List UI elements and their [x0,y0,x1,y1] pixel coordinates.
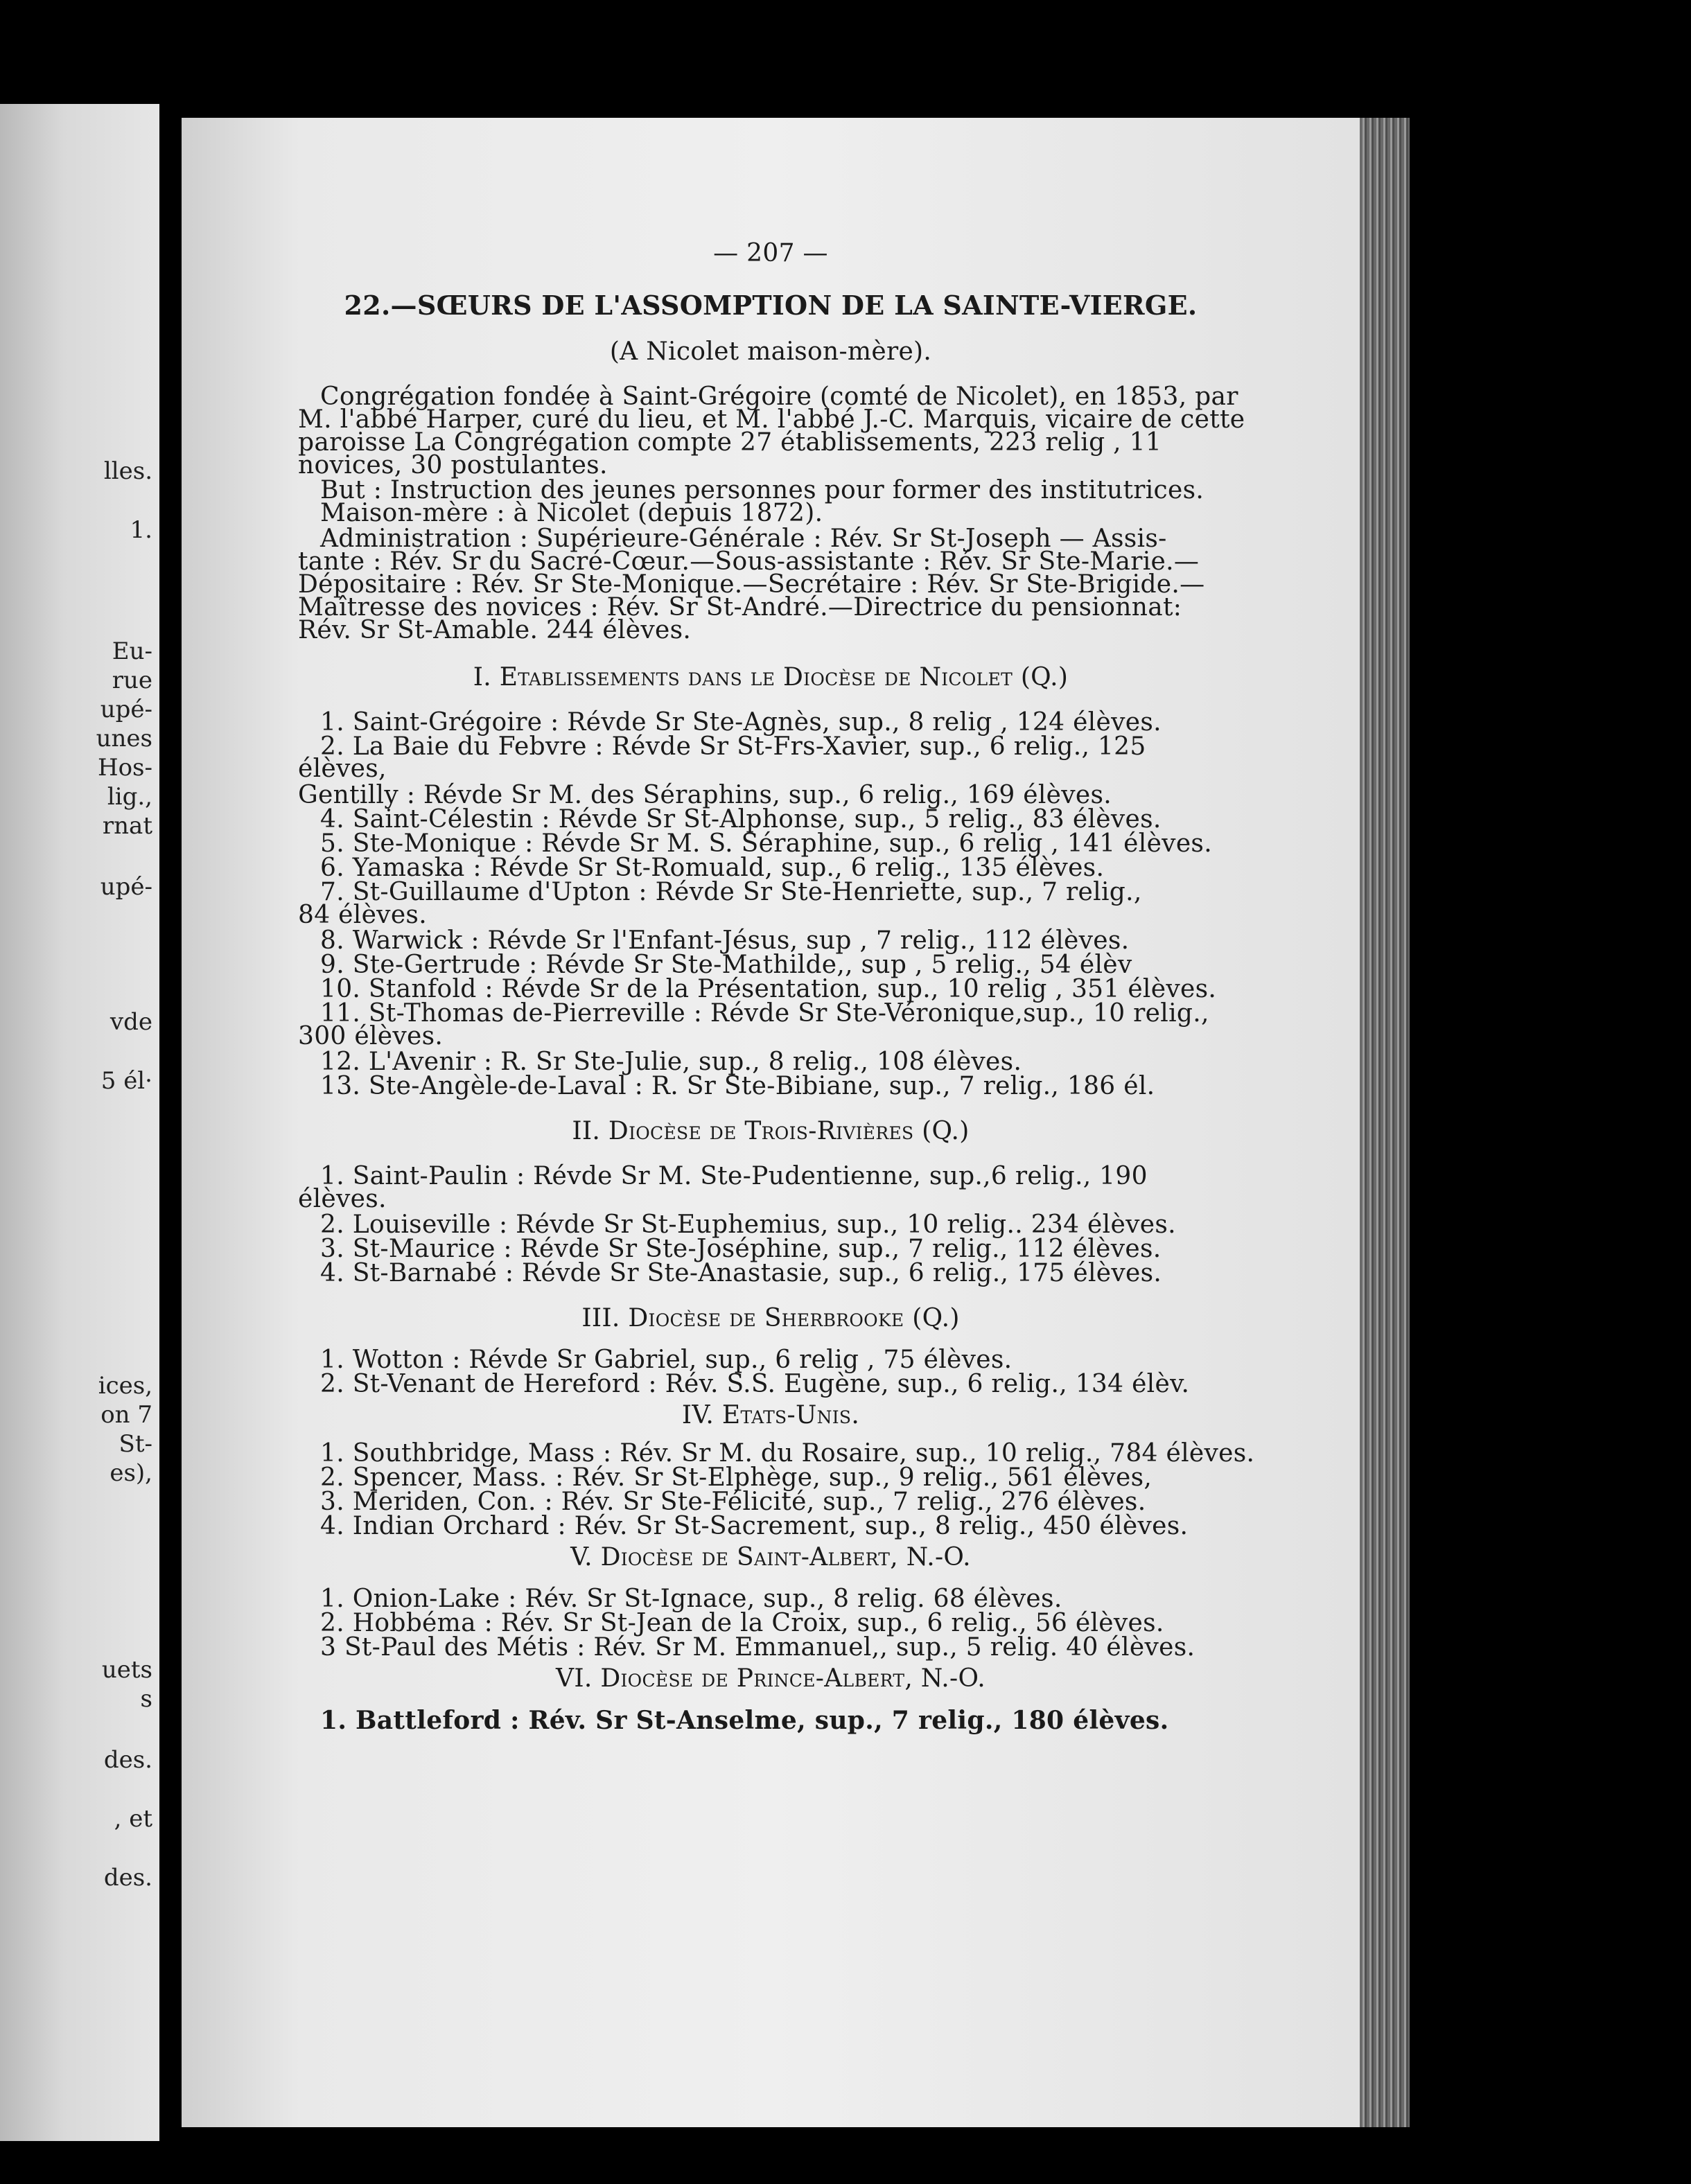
margin-fragment: on 7 [100,1401,152,1429]
list-item: 1. Southbridge, Mass : Rév. Sr M. du Rosaire, sup., 10 relig., 784 élèves. [320,1439,1255,1468]
list-item: 1. Saint-Paulin : Révde Sr M. Ste-Pudentienne, sup.,6 relig., 190 [320,1162,1148,1190]
list-item: 2. Louiseville : Révde Sr St-Euphemius, sup., 10 relig.. 234 élèves. [320,1210,1176,1239]
margin-fragment: lig., [107,783,152,811]
list-item: 3 St-Paul des Métis : Rév. Sr M. Emmanuel,, sup., 5 relig. 40 élèves. [320,1633,1195,1662]
margin-fragment: , et [114,1805,152,1833]
facing-page [0,104,159,2141]
section-heading: II. Diocèse de Trois-Rivières (Q.) [572,1117,970,1145]
list-item: 2. Hobbéma : Rév. Sr St-Jean de la Croix, sup., 6 relig., 56 élèves. [320,1609,1164,1637]
list-item: 13. Ste-Angèle-de-Laval : R. Sr Ste-Bibiane, sup., 7 relig., 186 él. [320,1072,1155,1100]
intro-line: Rév. Sr St-Amable. 244 élèves. [298,616,692,644]
list-item: 7. St-Guillaume d'Upton : Révde Sr Ste-Henriette, sup., 7 relig., [320,878,1142,906]
margin-fragment: St- [119,1430,152,1458]
intro-line: Maison-mère : à Nicolet (depuis 1872). [320,499,823,527]
margin-fragment: rue [112,667,152,694]
section-heading: VI. Diocèse de Prince-Albert, N.-O. [556,1664,985,1693]
intro-line: Congrégation fondée à Saint-Grégoire (comté de Nicolet), en 1853, par [320,382,1238,411]
margin-fragment: des. [103,1864,152,1892]
book-page [182,118,1360,2127]
list-item: 11. St-Thomas de-Pierreville : Révde Sr Ste-Véronique,sup., 10 relig., [320,999,1209,1028]
intro-line: But : Instruction des jeunes personnes pour former des institutrices. [320,476,1204,504]
margin-fragment: upé- [100,873,152,901]
list-item: 10. Stanfold : Révde Sr de la Présentation, sup., 10 relig , 351 élèves. [320,975,1217,1003]
list-item: 5. Ste-Monique : Révde Sr M. S. Séraphine, sup., 6 relig , 141 élèves. [320,829,1212,858]
section-heading: I. Etablissements dans le Diocèse de Nicolet (Q.) [473,663,1069,692]
page-title: 22.—SŒURS DE L'ASSOMPTION DE LA SAINTE-VIERGE. [344,290,1198,321]
margin-fragment: 5 él· [100,1067,152,1095]
intro-line: Maîtresse des novices : Rév. Sr St-André.—Directrice du pensionnat: [298,593,1182,622]
list-item: 300 élèves. [298,1022,444,1050]
page-subtitle: (A Nicolet maison-mère). [609,337,932,366]
list-item: 1. Battleford : Rév. Sr St-Anselme, sup., 7 relig., 180 élèves. [320,1706,1169,1735]
list-item: 2. La Baie du Febvre : Révde Sr St-Frs-Xavier, sup., 6 relig., 125 [320,732,1146,761]
page-number: — 207 — [713,239,828,267]
list-item: 4. Indian Orchard : Rév. Sr St-Sacrement, sup., 8 relig., 450 élèves. [320,1512,1189,1540]
page-edges [1360,118,1410,2127]
list-item: 6. Yamaska : Révde Sr St-Romuald, sup., 6 relig., 135 élèves. [320,854,1105,882]
intro-line: tante : Rév. Sr du Sacré-Cœur.—Sous-assistante : Rév. Sr Ste-Marie.— [298,547,1200,576]
margin-fragment: vde [109,1008,152,1036]
list-item: 1. Onion-Lake : Rév. Sr St-Ignace, sup., 8 relig. 68 élèves. [320,1585,1062,1613]
margin-fragment: Eu- [112,637,152,665]
list-item: Gentilly : Révde Sr M. des Séraphins, sup., 6 relig., 169 élèves. [298,781,1112,809]
list-item: élèves, [298,755,387,783]
list-item: 8. Warwick : Révde Sr l'Enfant-Jésus, sup , 7 relig., 112 élèves. [320,926,1130,955]
list-item: 2. St-Venant de Hereford : Rév. S.S. Eugène, sup., 6 relig., 134 élèv. [320,1370,1190,1398]
margin-fragment: upé- [100,696,152,723]
list-item: 84 élèves. [298,901,427,929]
list-item: 3. St-Maurice : Révde Sr Ste-Joséphine, sup., 7 relig., 112 élèves. [320,1235,1162,1263]
list-item: 4. St-Barnabé : Révde Sr Ste-Anastasie, sup., 6 relig., 175 élèves. [320,1259,1162,1287]
margin-fragment: es), [109,1459,152,1487]
list-item: 4. Saint-Célestin : Révde Sr St-Alphonse, sup., 5 relig., 83 élèves. [320,805,1162,834]
margin-fragment: ices, [98,1372,152,1400]
margin-fragment: des. [103,1746,152,1774]
intro-line: Dépositaire : Rév. Sr Ste-Monique.—Secrétaire : Rév. Sr Ste-Brigide.— [298,570,1205,599]
list-item: 1. Saint-Grégoire : Révde Sr Ste-Agnès, sup., 8 relig , 124 élèves. [320,708,1162,737]
section-heading: III. Diocèse de Sherbrooke (Q.) [581,1304,960,1332]
margin-fragment: unes [96,725,152,752]
section-heading: V. Diocèse de Saint-Albert, N.-O. [570,1543,971,1571]
intro-line: M. l'abbé Harper, curé du lieu, et M. l'abbé J.-C. Marquis, vicaire de cette [298,405,1245,434]
margin-fragment: 1. [130,516,152,544]
intro-line: Administration : Supérieure-Générale : Rév. Sr St-Joseph — Assis- [320,525,1167,553]
margin-fragment: s [140,1685,152,1713]
list-item: 9. Ste-Gertrude : Révde Sr Ste-Mathilde,, sup , 5 relig., 54 élèv [320,951,1132,979]
list-item: 12. L'Avenir : R. Sr Ste-Julie, sup., 8 relig., 108 élèves. [320,1048,1022,1076]
margin-fragment: lles. [103,457,152,485]
margin-fragment: uets [101,1656,152,1684]
list-item: 2. Spencer, Mass. : Rév. Sr St-Elphège, sup., 9 relig., 561 élèves, [320,1463,1153,1492]
list-item: 3. Meriden, Con. : Rév. Sr Ste-Félicité, sup., 7 relig., 276 élèves. [320,1488,1146,1516]
section-heading: IV. Etats-Unis. [681,1401,860,1429]
list-item: 1. Wotton : Révde Sr Gabriel, sup., 6 relig , 75 élèves. [320,1346,1013,1374]
list-item: élèves. [298,1185,387,1213]
margin-fragment: rnat [102,812,152,840]
intro-line: paroisse La Congrégation compte 27 établissements, 223 relig , 11 [298,428,1162,457]
intro-line: novices, 30 postulantes. [298,451,608,479]
margin-fragment: Hos- [97,754,152,782]
